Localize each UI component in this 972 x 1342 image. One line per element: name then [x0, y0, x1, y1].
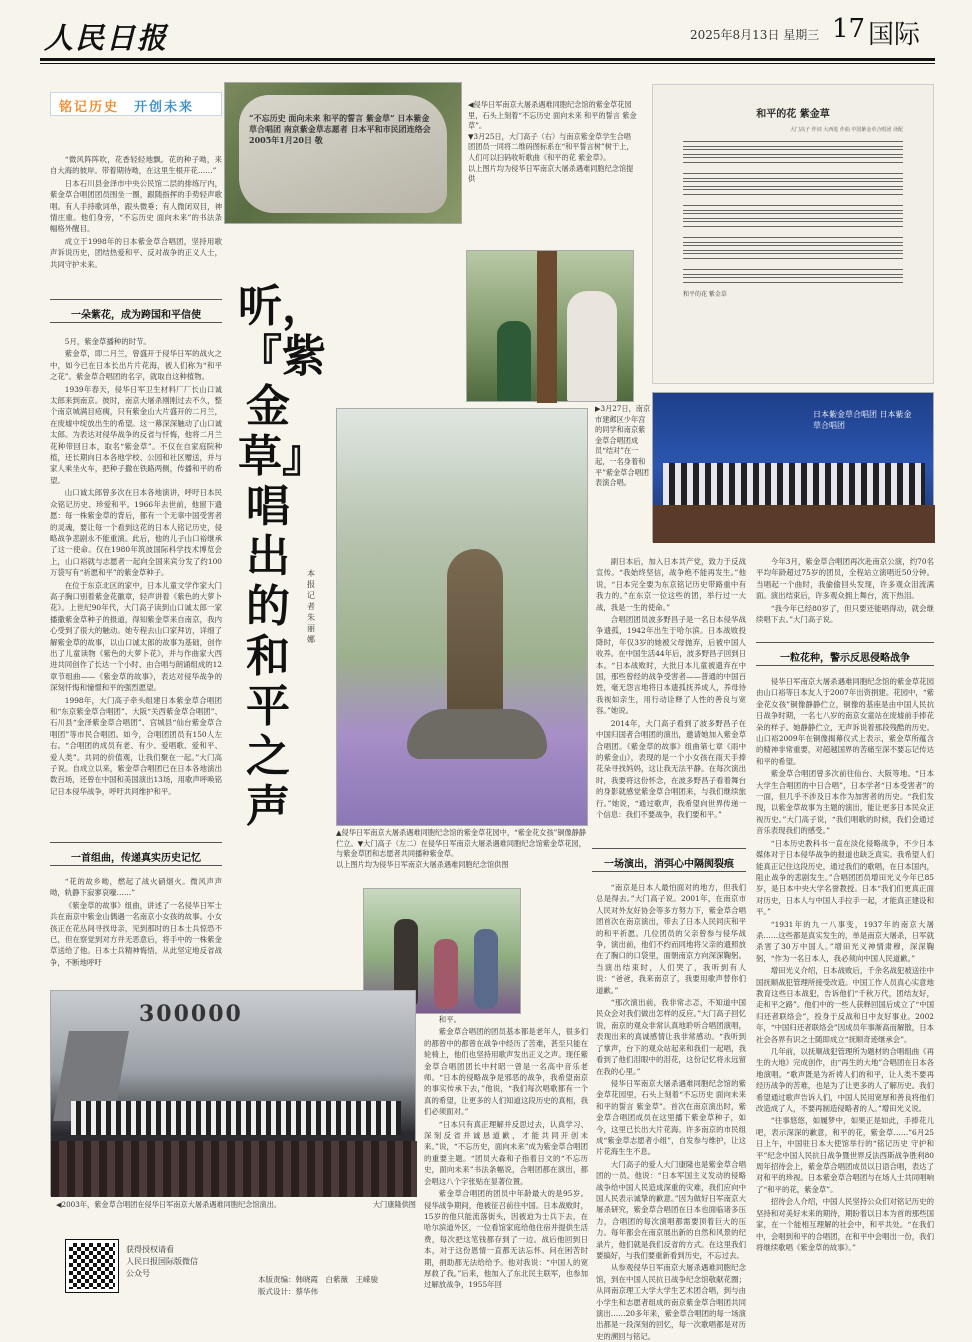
- caption-credit: 以上图片均为侵华日军南京大屠杀遇难同胞纪念馆供图: [336, 859, 509, 869]
- memorial-performance-photo: [50, 990, 416, 1196]
- music-score: [652, 84, 934, 384]
- col3-part4: [756, 676, 934, 1306]
- paragraph: “1931年的九一八事变，1937年的南京大屠杀……这些都是真实发生的，单是南京大屠杀，日军就杀害了30万中国人。”增田光义神情肃穆，深深鞠躬，“作为一名日本人，我必须向中国人民道歉。”: [756, 919, 934, 963]
- qr-caption: [126, 1244, 198, 1280]
- score-lyric: 和平的花 紫金草: [683, 291, 727, 298]
- stone-photo: [224, 82, 462, 224]
- col1-intro: [50, 154, 222, 296]
- caption-text: ▲侵华日军南京大屠杀遇难同胞纪念馆的紫金草花园中，“紫金花女孩”铜像静静伫立。▼大门高子（左二）在侵华日军南京大屠杀遇难同胞纪念馆紫金草花园，与紫金草团和志愿者共同播种紫金草。: [336, 828, 587, 859]
- divider: [50, 865, 222, 866]
- paragraph: 成立于1998年的日本紫金草合唱团，坚持用歌声诉说历史，团结热爱和平、反对战争的正义人士，共同守护未来。: [50, 236, 222, 269]
- caption-text: ▼3月25日，大门高子（右）与南京紫金草学生合唱团团员一同将二维码图标系在“和平誓言树”树干上，人们可以扫码收听歌曲《和平的花 紫金草》。: [468, 131, 634, 162]
- statue-garden-photo: [336, 408, 588, 826]
- masthead-date: 2025年8月13日 星期三: [690, 28, 820, 42]
- subhead-1: 一朵紫花，成为跨国和平信使: [71, 310, 201, 321]
- choir-rows: [71, 1101, 401, 1135]
- paragraph: 日本石川县金泽市中央公民馆二层的排练厅内，紫金草合唱团团员围坐一圈，跟随指挥的手势轻声歌唱。有人手持歌词单，跟头微垂；有人微闭双目，神情庄重。他们身旁，“不忘历史 面向未来”的书法条幅格外醒目。: [50, 178, 222, 234]
- tree-ribbon-photo: [466, 250, 634, 402]
- person-figure: [434, 939, 458, 1009]
- paragraph: “我今年已经80岁了，但只要还能唱得动，就会继续唱下去。”大门高子说。: [756, 603, 934, 625]
- score-credits: 大门高子 作词 大西进 作曲 中国紫金草合唱团 译配: [790, 127, 903, 133]
- col2-lower-left: [424, 1014, 588, 1290]
- paragraph: 副日本后，加入日本共产党，致力于反战宣传。“我始终坚信，战争绝不能再发生。”他说，“日本完全要为东京铭记历史带路重中有我力的。”在东京一位这些的团，举行过一大战，我是一生的使命。”: [596, 557, 746, 612]
- page-number: 17: [832, 14, 866, 44]
- score-title: 和平的花 紫金草: [756, 109, 830, 120]
- subhead-2: 一首组曲，传递真实历史记忆: [71, 853, 201, 864]
- paragraph: 增田光义介绍，日本战败后，千余名战犯被送往中国抚顺战犯管理所接受改造。中国工作人员真心实意地教育这些日本战犯，告诉他们“千秋万代，团结友好，走和平之路”。他们中的一些人获释回国后成立了“中国归还者联络会”，投身于反战和日中友好事业。2002年，“中国归还者联络会”因成员年事渐高而解散，日本社会各界有识之士随即成立“抚顺奇迹继承会”。: [756, 966, 934, 1044]
- paragraph: 1939年春天，侵华日军卫生材料厂厂长山口诚太郎来到南京。彼时，南京大屠杀刚刚过去不久，整个南京城满目疮痍，只有紫金山大片盛开的二月兰，在废墟中绽放出生的希望。这一幕深深触动了山口诚太郎。为表达对侵华战争的反省与忏悔，他将二月兰花种带回日本，取名“紫金草”。不仅在自家庭院种植，还长期向日本各地学校、公园和社区赠送，并与家人乘坐火车，把种子撒在铁路两侧，传播和平的希望。: [50, 384, 222, 485]
- paragraph: “微风阵阵吹，花香轻轻地飘。花的种子呦，来自大海的彼岸。带着期待呦，在这里生根开花……”: [50, 155, 222, 176]
- paragraph: 侵华日军南京大屠杀遇难同胞纪念馆的紫金草花园里，石头上刻着“不忘历史 面向未来 和平的誓言 紫金草”。首次在南京演出时，紫金草合唱团成员在这里播下紫金草种子，如今，这里已长出大片花海。许多南京的市民组成“紫金草志愿者小组”，自发参与维护，让这片花海生生不息。: [596, 1078, 746, 1157]
- paragraph: “花的故乡呦，燃起了战火硝烟火。微风声声呦，轨静下寂寥哀嚎……”: [50, 877, 222, 898]
- paragraph: 在位于东京北区的家中，日本儿童文学作家大门高子胸口别着紫金花徽章，轻声讲着《紫色的大萝卜花》。上世纪90年代，大门高子读到山口诚太郎一家播撒紫金草种子的报道，得知紫金草来自南京，我内心受到了很大的触动。她专程去山口家拜访，详细了解紫金草的故事，以山口诚太郎的故事为基础，创作出了儿童读物《紫色的大萝卜花》，并与作曲家大西进共同创作了长达一个小时、由合唱与朗诵组成的12章节组曲——《紫金草的故事》，表达对侵华战争的深刻忏悔和憧憬和平的强烈愿望。: [50, 580, 223, 693]
- caption-text: ◀侵华日军南京大屠杀遇难同胞纪念馆的紫金草花园里，石头上刻着“不忘历史 面向未来 和平的誓言 紫金草”。: [468, 100, 637, 131]
- paragraph: 今年3月，紫金草合唱团再次赴南京公演，约70名平均年龄超过75岁的团员，全程站立演唱近50分钟。当唱起一个曲时，我偷偷回头发现，许多观众泪流满面。演出结束后，许多观众拥上舞台，流下热泪。: [756, 557, 934, 601]
- subhead-3: 一场演出，消弭心中隔阂裂痕: [604, 859, 734, 870]
- caption-credit: 大门康隆供图: [372, 1200, 416, 1209]
- paragraph: “那次演出前，我非常忐忑，不知道中国民众会对我们做出怎样的反应。”大门高子回忆说，南京的观众非常认真地聆听合唱团演唱，表现出来的真诚感情让我非常感动。“我听到了掌声，台下的观众站起来和我们一起唱，我看到了他们泪眼中的泪花，这份记忆将永远留在我的心里。”: [596, 998, 746, 1076]
- paragraph: 1998年，大门高子牵头组建日本紫金草合唱团和“东京紫金草合唱团”、大阪“关西紫金草合唱团”、石川县“金泽紫金草合唱团”、宫城县“仙台紫金草合唱团”等市民合唱团。如今，合唱团团员有150人左右。“合唱团的成员有老、有少、爱唱歌、爱和平、爱人类”。共同的价值观，让我们聚在一起。”大门高子说。自成立以来，紫金草合唱团已在日本各地演出数百场，还曾在中国和美国演出13场，用歌声呼唤铭记日本侵华战争，呼吁共同维护和平。: [50, 695, 223, 796]
- paragraph: 侵华日军南京大屠杀遇难同胞纪念馆的紫金草花园由山口裕等日本友人于2007年出资捐建。花园中，“紫金花女孩”铜像静静伫立，铜像的基座是由中国人民抗日战争时期，一名七八岁的南京女童站在废墟前手捧花朵的样子。她静静伫立，无声诉说着那段残酷的历史。山口裕2009年在铜像揭幕仪式上表示，紫金草所蕴含的精神非常重要，对超越国界的苦痛至深不要忘记传达和平的希望。: [756, 677, 934, 766]
- divider: [592, 871, 746, 872]
- qr-text: 人民日报国际版微信: [126, 1257, 198, 1266]
- memorial-wall-number: 300000: [139, 1001, 243, 1027]
- paragraph: “往事悠悠，如履梦中，如果正是如此，手捧花儿吧，表示深深的歉意，和平的花，紫金草……”6月25日上午，中国驻日本大使馆举行的“铭记历史 守护和平”纪念中国人民抗日战争暨世界反法西斯战争胜利80周年招待会上，紫金草合唱团成员以日语合唱，表达了对和平的珍视。日本紫金草合唱团与在场人士共同唱响了“和平的花，紫金草”。: [756, 1116, 934, 1194]
- qr-text: 获得授权请看: [126, 1245, 174, 1254]
- paragraph: 紫金草合唱团曾多次前往仙台、大阪等地。“日本大学生合唱团的中日合唱”，日本学者“日本受害者”的一面，但几乎不涉及日本作为加害者的历史。“我们发现，以紫金草故事为主题的演出，能让更多日本民众正视历史。”大门高子说，“我们唱歌的时候，我们会通过音乐表现我们的感受。”: [756, 769, 934, 836]
- caption-memorial: [56, 1200, 416, 1224]
- paragraph: 招待会人介绍，中国人民坚持公众们对铭记历史的坚持和对美好未来的期待，期盼着以日本为首的那些国家，在一个能相互理解的社会中，和平共处。“在我们中，会唱到和平的合唱团，在和平中会唱出一份，我们将继续歌唱《紫金草的故事》。”: [756, 1197, 934, 1252]
- byline: 本报记者 朱丽娜: [307, 569, 315, 644]
- col1-part1: [50, 336, 222, 832]
- engraved-stone: [239, 95, 447, 213]
- paragraph: 和平。: [438, 1015, 461, 1024]
- stone-inscription: “不忘历史 面向未来 和平的誓言 紫金草” 日本紫金草合唱团 南京紫金草志愿者 日本平和市民团连络会 2005年1月20日 敬: [249, 113, 431, 145]
- paragraph: 从参观侵华日军南京大屠杀遇难同胞纪念馆，到在中国人民抗日战争纪念馆敬献花圈；从同南京理工大学大学生艺术团合唱，到与由小学生和志愿者组成的南京紫金草合唱团共同演出……20多年来，紫金草合唱团的每一场演出都是一段深刻的回忆，每一次歌唱都是对历史的溯回与铭记。: [596, 1263, 746, 1341]
- masthead-rule: [40, 58, 935, 61]
- audience: [51, 1141, 417, 1197]
- masthead-rule-thin: [40, 63, 935, 64]
- divider: [592, 848, 746, 849]
- caption-text: ▶3月27日，南京市建邺区少年宫的同学和南京紫金草合唱团成员“结对”在一起，一名身着和平”紫金草合唱团表演合唱。: [595, 404, 651, 488]
- divider: [50, 299, 222, 300]
- statue-base-stone: [407, 709, 547, 759]
- choir-stage-photo: [652, 392, 934, 542]
- paragraph: 《紫金草的故事》组曲，讲述了一名侵华日军士兵在南京中紫金山偶遇一名南京小女孩的故事。小女孩正在花丛间寻找母亲，见到那时的日本士兵惊恐不已，但在察觉到对方并无恶意后，将手中的一株紫金草送给了他。日本士兵精神悔悟，从此坚定地反省战争，不断地呼吁: [50, 900, 222, 967]
- paragraph: 合唱团团员波多野昌子是一名日本侵华战争遗孤，1942年出生于哈尔滨。日本战败投降时，年仅3岁的她被父母抛弃，后被中国人收养。在中国生活44年后，波多野昌子回到日本。“日本战败时，大批日本儿童被遗弃在中国，那些曾经的战争受害者——普通的中国百姓，毫无怨言地将日本遗孤抚养成人，养母待我视如亲生，用行动诠释了人性的善良与宽容。”她说。: [596, 615, 746, 716]
- choir-backdrop-text: 日本紫金草合唱团 日本紫金草合唱团: [813, 410, 912, 430]
- choir-singers: [663, 463, 925, 505]
- paragraph: 5月，紫金草播种的时节。: [64, 337, 151, 346]
- caption-tree: [595, 404, 651, 488]
- tree-trunk: [537, 251, 557, 403]
- divider: [50, 322, 222, 323]
- bronze-girl-statue: [447, 549, 503, 719]
- design-line: 版式设计：蔡华伟: [258, 1287, 318, 1296]
- editor-credits: [258, 1274, 378, 1298]
- paragraph: “日本历史教科书一直在淡化侵略战争，不少日本媒体对于日本侵华战争的报道也缺乏真实。我希望人们能真正记住这段历史，通过我们的歌唱，在日本国内，阻止战争的悲剧发生。”合唱团团员增田光义今年已85岁，是日本中央大学名誉教授。日本“我们们更真正面对历史，日本人与中国人手拉手一起，才能真正建设和平。”: [756, 838, 934, 917]
- stage-floor: [653, 505, 935, 543]
- paragraph: 紫金草合唱团的团员基本都是老年人，很多们的都曾中的都曾在战争中经历了苦难，甚至只能在轮椅上，他们也坚持用歌声发出正义之声。现任紫金草合唱团团长中村昭一曾是一名高中音乐老师。“日本的侵略战争是邪恶的战争，我希望南京的事实传承下去，”他说，“我们每次唱歌都有一个真的希望，让更多的人们知道这段历史的真相，我们必须面对。”: [424, 1027, 588, 1117]
- person-figure: [474, 929, 498, 1009]
- paragraph: 2014年，大门高子看到了波多野昌子在中国归国者合唱团的演出，邀请她加入紫金草合唱团。《紫金草的故事》组曲第七章《雨中的紫金山》，表现的是一个小女孩在雨天手捧花朵寻找妈妈，这让我无法平静。在每次演出时，我要将这份怀念，在波多野昌子看着舞台的身影就感觉紫金草合唱团来，与我们继续旅行。”她说，“通过歌声，我希望向世界传递一个信息：我们不要战争，我们要和平。”: [596, 718, 746, 819]
- divider: [756, 665, 934, 666]
- col2-part3: [596, 882, 746, 1341]
- divider: [50, 842, 222, 843]
- child-figure: [497, 321, 531, 401]
- editors-line: 本版责编：韩晓霞 白紫薇 王嵘骏: [258, 1275, 378, 1284]
- series-banner: [50, 92, 222, 116]
- headline: 听，『紫金草』唱出的和平之声: [238, 281, 326, 832]
- banner-part2: 开创未来: [134, 100, 195, 115]
- col3-top: [756, 556, 934, 632]
- paragraph: 山口诚太郎曾多次在日本各地演讲，呼吁日本民众铭记历史、珍爱和平。1966年去世前，他留下遗愿：每一株紫金草的背后，都有一个无辜中国受害者的灵魂，要让每一个看到这花的日本人铭记历史，侵略战争悲剧永不能重演。此后，他的儿子山口裕继承了这一使命。仅在1980年筑波国际科学技术博览会上，山口裕就与志愿者一起向全国来宾分发了约100万袋写有“祈愿和平”的紫金草种子。: [50, 488, 222, 578]
- paragraph: “南京是日本人最怕面对的地方，但我们总是得去。”大门高子说。2001年，在南京市人民对外友好协会等多方努力下，紫金草合唱团首次在南京演出，带去了日本人民同庆和平的和平祈愿。几位团员的父亲曾参与侵华战争，演出前，他们不约而同地将父亲的遗照放在了胸口的口袋里，面朝南京方向深深鞠躬。当演出结束时，人们哭了，我听到有人说：“爸爸，我来南京了，我要用歌声替你们道歉。”: [596, 883, 746, 995]
- paragraph: 几年前，以抚顺战犯管理所为题材的合唱组曲《再生的大地》完成创作，由“再生的大地”合唱团在日本各地演唱。“歌声既是为祈祷人们的和平，让人类不要再经历战争的苦难，也是为了让更多的人了解历史。我们希望通过歌声告诉人们，中国人民用宽厚和善良将他们改造成了人，不要再制造侵略者的人。”增田光义说。: [756, 1047, 934, 1114]
- caption-stone-photo2: [468, 100, 638, 200]
- elder-figure: [567, 291, 617, 401]
- qr-text: 公众号: [126, 1269, 150, 1278]
- banner-part1: 铭记历史: [59, 100, 120, 115]
- col1-part2: [50, 876, 222, 986]
- subhead-4: 一粒花种，警示反思侵略战争: [780, 653, 910, 664]
- col2-top: [596, 556, 746, 838]
- divider: [756, 642, 934, 643]
- caption-credit: 以上图片均为侵华日军南京大屠杀遇难同胞纪念馆提供: [468, 163, 634, 184]
- paragraph: 紫金草，即二月兰，曾盛开于侵华日军的战火之中，如今已在日本长出片片花海，被人们称为“和平之花”。紫金草合唱团的名字，就取自这种植物。: [50, 349, 222, 382]
- paragraph: 紫金草合唱团的团员中年龄最大的是95岁。侵华战争期间，他被征召前往中国。日本战败时，15岁的他只能流落街头，因被迫为士兵下去，在哈尔滨道外区，一位看馆家庭给他住宿并提供生活费，每次把这笔钱都存到了一边。战后他回到日本，对于这份恩情一直都无法忘怀。问在困苦时期，捐助都无法给给予。他对我说：“中国人的宽厚救了我。”后来，他加入了东北民主联军，也参加过解放战争，1955年回: [424, 1189, 588, 1290]
- caption-statue: [336, 828, 588, 884]
- paragraph: “日本只有真正理解并反思过去，认真学习、深刻反省并诚恳道歉，才能共同开创未来。”说，“不忘历史，面向未来”成为紫金草合唱团的重要主题。“团员大森和子指着日文的“不忘历史，面向未来”书法条幅说，合唱团都在演出，都会唱这八个字张贴在显著位置。: [424, 1119, 588, 1186]
- section-name: 国际: [868, 20, 921, 50]
- masthead-logo: 人民日报: [44, 21, 169, 55]
- caption-text: ◀2003年，紫金草合唱团在侵华日军南京大屠杀遇难同胞纪念馆演出。: [56, 1200, 282, 1209]
- qr-code[interactable]: [66, 1240, 118, 1292]
- score-staves: [683, 141, 903, 283]
- paragraph: 大门高子的爱人大门康隆也是紫金草合唱团的一员。他说：“日本军国主义发动的侵略战争给中国人民造成深重的灾难，我们应向中国人民表示诚挚的歉意。”因为做好日军南京大屠杀研究，紫金草合唱团在日本也面临诸多压力，合唱团的每次演唱都需要顶着巨大的压力。每年都会在南京展出新的自然和风景的纪录片，他们就是我们反省的方式。在这里我们要搞好，与我们要重新看到历史，不忘过去。: [596, 1159, 746, 1260]
